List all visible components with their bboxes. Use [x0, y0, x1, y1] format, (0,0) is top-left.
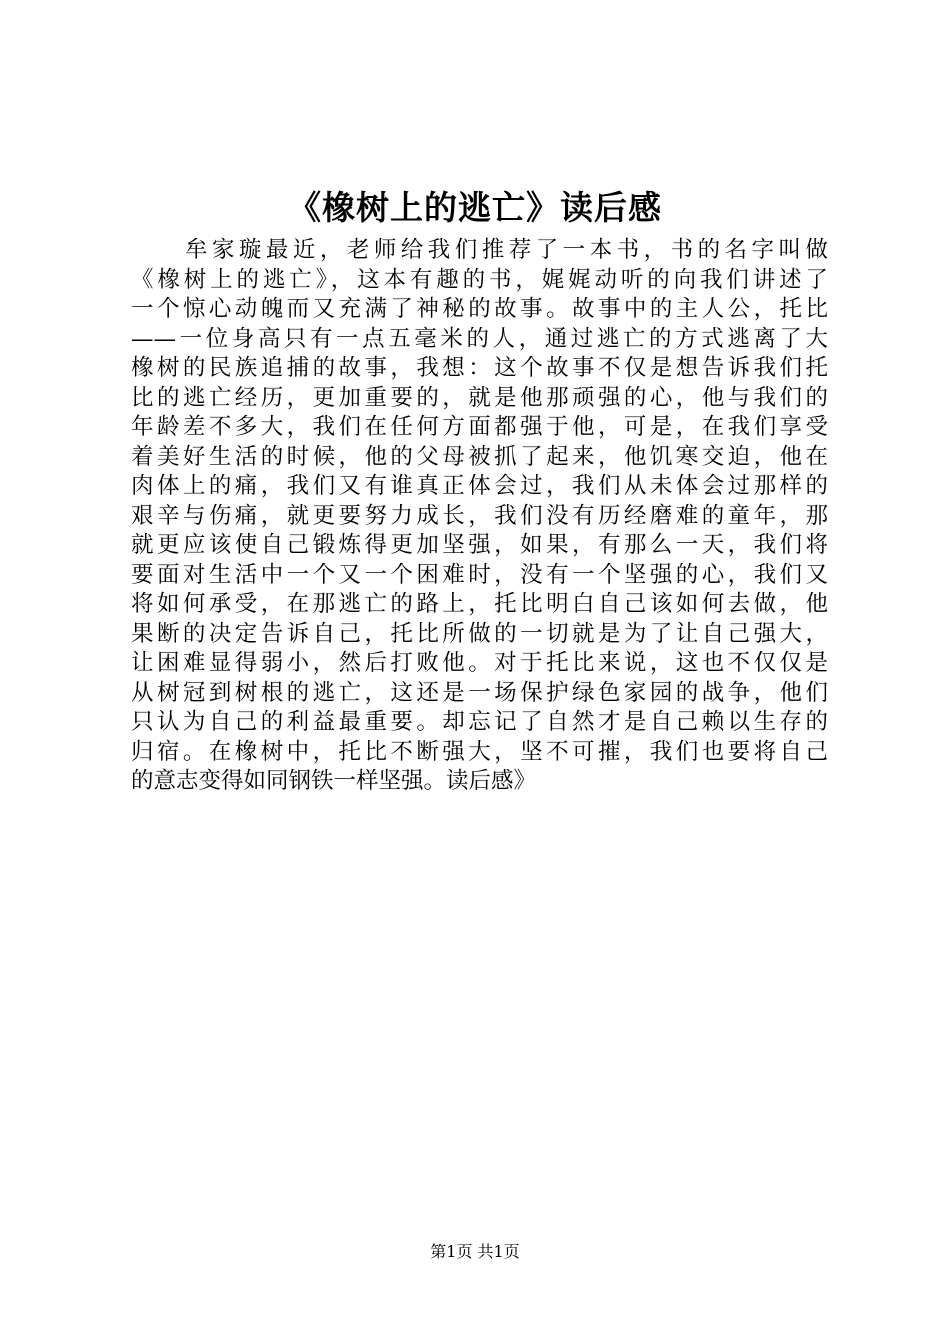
page-number-footer: 第1页 共1页	[430, 1242, 520, 1261]
body-line: ——一位身高只有一点五毫米的人，通过逃亡的方式逃离了大	[131, 325, 828, 352]
body-line: 橡树的民族追捕的故事，我想：这个故事不仅是想告诉我们托	[131, 355, 828, 381]
body-line: 只认为自己的利益最重要。却忘记了自然才是自己赖以生存的	[131, 709, 828, 735]
body-line: 就更应该使自己锻炼得更加坚强，如果，有那么一天，我们将	[131, 532, 828, 558]
body-line: 归宿。在橡树中，托比不断强大，坚不可摧，我们也要将自己	[131, 738, 828, 765]
body-line: 年龄差不多大，我们在任何方面都强于他，可是，在我们享受	[131, 414, 828, 440]
body-line: 牟家璇最近，老师给我们推荐了一本书，书的名字叫做	[131, 237, 828, 263]
body-line: 将如何承受，在那逃亡的路上，托比明白自己该如何去做，他	[131, 591, 828, 617]
body-line: 《橡树上的逃亡》，这本有趣的书，娓娓动听的向我们讲述了	[131, 266, 828, 293]
body-line: 果断的决定告诉自己，托比所做的一切就是为了让自己强大，	[131, 620, 828, 647]
body-line: 比的逃亡经历，更加重要的，就是他那顽强的心，他与我们的	[131, 384, 828, 411]
document-body	[131, 236, 828, 797]
body-line: 的意志变得如同钢铁一样坚强。读后感》	[131, 768, 537, 794]
body-line: 从树冠到树根的逃亡，这还是一场保护绿色家园的战争，他们	[131, 679, 828, 706]
body-line: 要面对生活中一个又一个困难时，没有一个坚强的心，我们又	[131, 561, 828, 588]
body-line: 艰辛与伤痛，就更要努力成长，我们没有历经磨难的童年，那	[131, 502, 828, 529]
body-line: 一个惊心动魄而又充满了神秘的故事。故事中的主人公，托比	[131, 296, 828, 322]
body-line: 肉体上的痛，我们又有谁真正体会过，我们从未体会过那样的	[131, 473, 828, 499]
body-line: 让困难显得弱小，然后打败他。对于托比来说，这也不仅仅是	[131, 650, 828, 676]
body-line: 着美好生活的时候，他的父母被抓了起来，他饥寒交迫，他在	[131, 443, 828, 470]
document-title: 《橡树上的逃亡》读后感	[288, 188, 662, 227]
